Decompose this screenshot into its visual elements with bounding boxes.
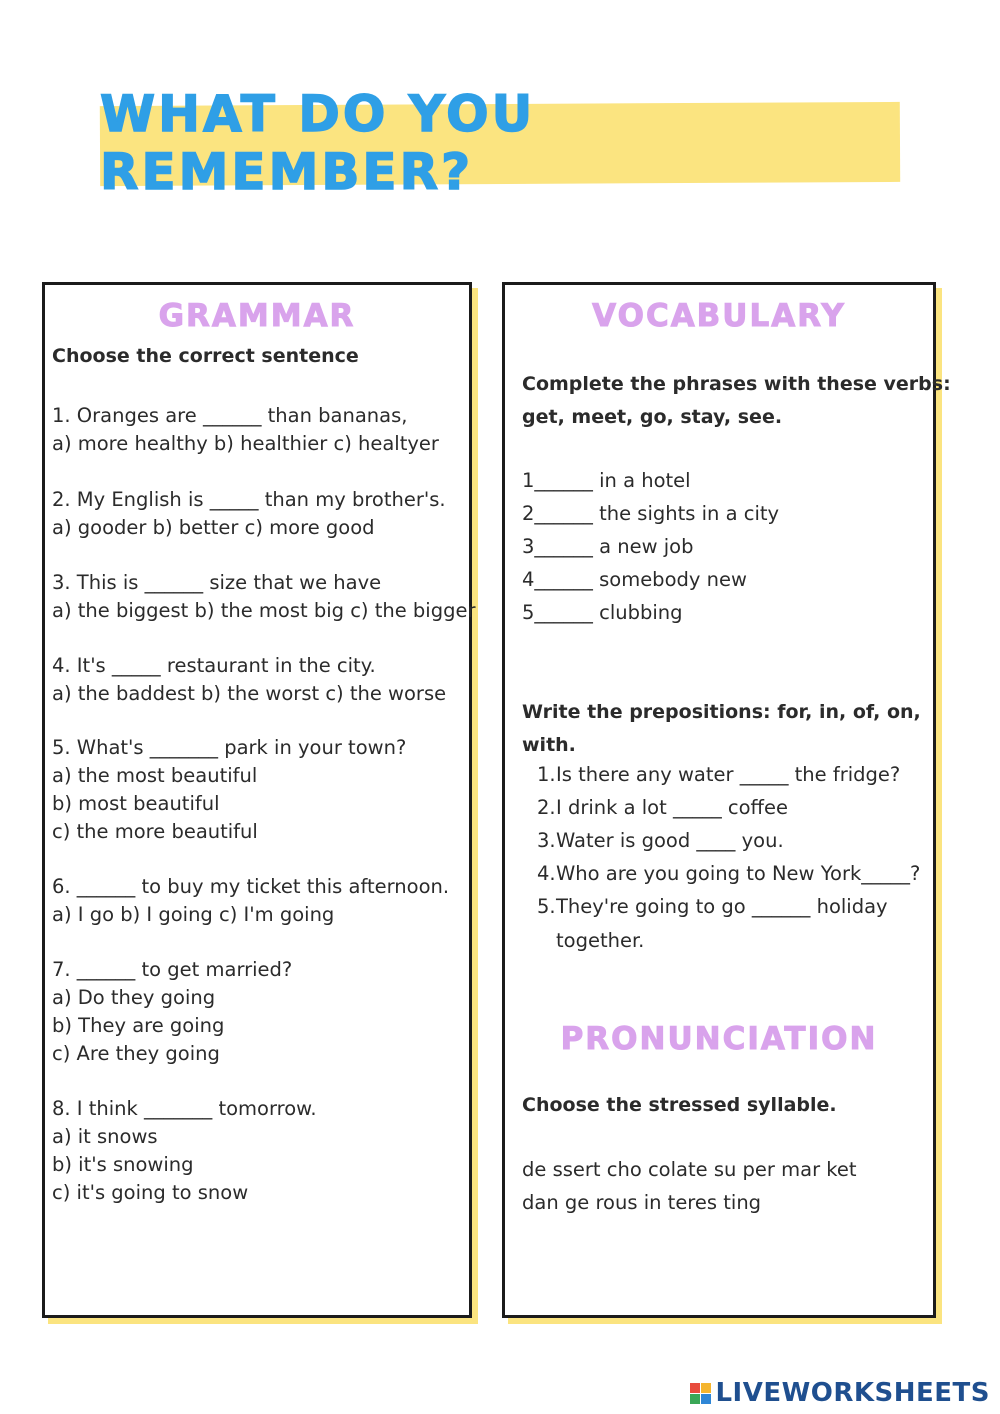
grammar-option: c) Are they going — [52, 1042, 220, 1065]
grammar-option: a) more healthy b) healthier c) healtyer — [52, 432, 439, 455]
phrase-item: 4______ somebody new — [522, 568, 747, 591]
preposition-sentence: Who are you going to New York_____? — [556, 862, 921, 885]
grammar-question: 1. Oranges are ______ than bananas, — [52, 404, 408, 427]
preposition-sentence: Water is good ____ you. — [556, 829, 784, 852]
vocabulary-instruction-line-1: Complete the phrases with these verbs: — [522, 373, 951, 395]
preposition-number: 4. — [537, 862, 556, 885]
grammar-option: c) the more beautiful — [52, 820, 258, 843]
preposition-sentence: Is there any water _____ the fridge? — [556, 763, 901, 786]
grammar-option: a) I go b) I going c) I'm going — [52, 903, 335, 926]
phrase-item: 1______ in a hotel — [522, 469, 691, 492]
pronunciation-words-line-1: de ssert cho colate su per mar ket — [522, 1158, 857, 1181]
preposition-number: 1. — [537, 763, 556, 786]
grammar-option: c) it's going to snow — [52, 1181, 249, 1204]
vocabulary-heading: VOCABULARY — [592, 298, 846, 334]
phrase-item: 5______ clubbing — [522, 601, 683, 624]
liveworksheets-logo — [690, 1378, 990, 1408]
grammar-heading: GRAMMAR — [158, 298, 356, 334]
preposition-sentence: I drink a lot _____ coffee — [556, 796, 788, 819]
pronunciation-heading: PRONUNCIATION — [560, 1021, 878, 1057]
grammar-option: a) the biggest b) the most big c) the bigger — [52, 599, 476, 622]
prepositions-continuation: together. — [556, 929, 645, 952]
grammar-option: a) Do they going — [52, 986, 216, 1009]
prepositions-instruction-line-1: Write the prepositions: for, in, of, on, — [522, 701, 921, 723]
grammar-question: 8. I think _______ tomorrow. — [52, 1097, 317, 1120]
preposition-number: 5. — [537, 895, 556, 918]
grammar-option: a) the baddest b) the worst c) the worse — [52, 682, 447, 705]
grammar-question: 7. ______ to get married? — [52, 958, 293, 981]
prepositions-instruction-line-2: with. — [522, 734, 576, 756]
vocabulary-instruction-line-2: get, meet, go, stay, see. — [522, 406, 783, 428]
preposition-sentence: They're going to go ______ holiday — [556, 895, 888, 918]
grammar-instruction: Choose the correct sentence — [52, 345, 359, 367]
grammar-question: 5. What's _______ park in your town? — [52, 736, 407, 759]
phrase-item: 2______ the sights in a city — [522, 502, 780, 525]
grammar-option: b) it's snowing — [52, 1153, 194, 1176]
pronunciation-words-line-2: dan ge rous in teres ting — [522, 1191, 762, 1214]
grammar-question: 3. This is ______ size that we have — [52, 571, 382, 594]
grammar-option: a) it snows — [52, 1125, 158, 1148]
preposition-number: 3. — [537, 829, 556, 852]
phrase-item: 3______ a new job — [522, 535, 694, 558]
preposition-number: 2. — [537, 796, 556, 819]
grammar-option: b) most beautiful — [52, 792, 220, 815]
page-title: WHAT DO YOU REMEMBER? — [100, 85, 536, 201]
grammar-option: a) gooder b) better c) more good — [52, 516, 375, 539]
grammar-question: 4. It's _____ restaurant in the city. — [52, 654, 376, 677]
logo-icon — [690, 1383, 711, 1404]
logo-text: LIVEWORKSHEETS — [715, 1378, 990, 1408]
grammar-option: b) They are going — [52, 1014, 225, 1037]
grammar-question: 6. ______ to buy my ticket this afternoon. — [52, 875, 450, 898]
pronunciation-instruction: Choose the stressed syllable. — [522, 1094, 837, 1116]
grammar-question: 2. My English is _____ than my brother's. — [52, 488, 446, 511]
grammar-option: a) the most beautiful — [52, 764, 258, 787]
